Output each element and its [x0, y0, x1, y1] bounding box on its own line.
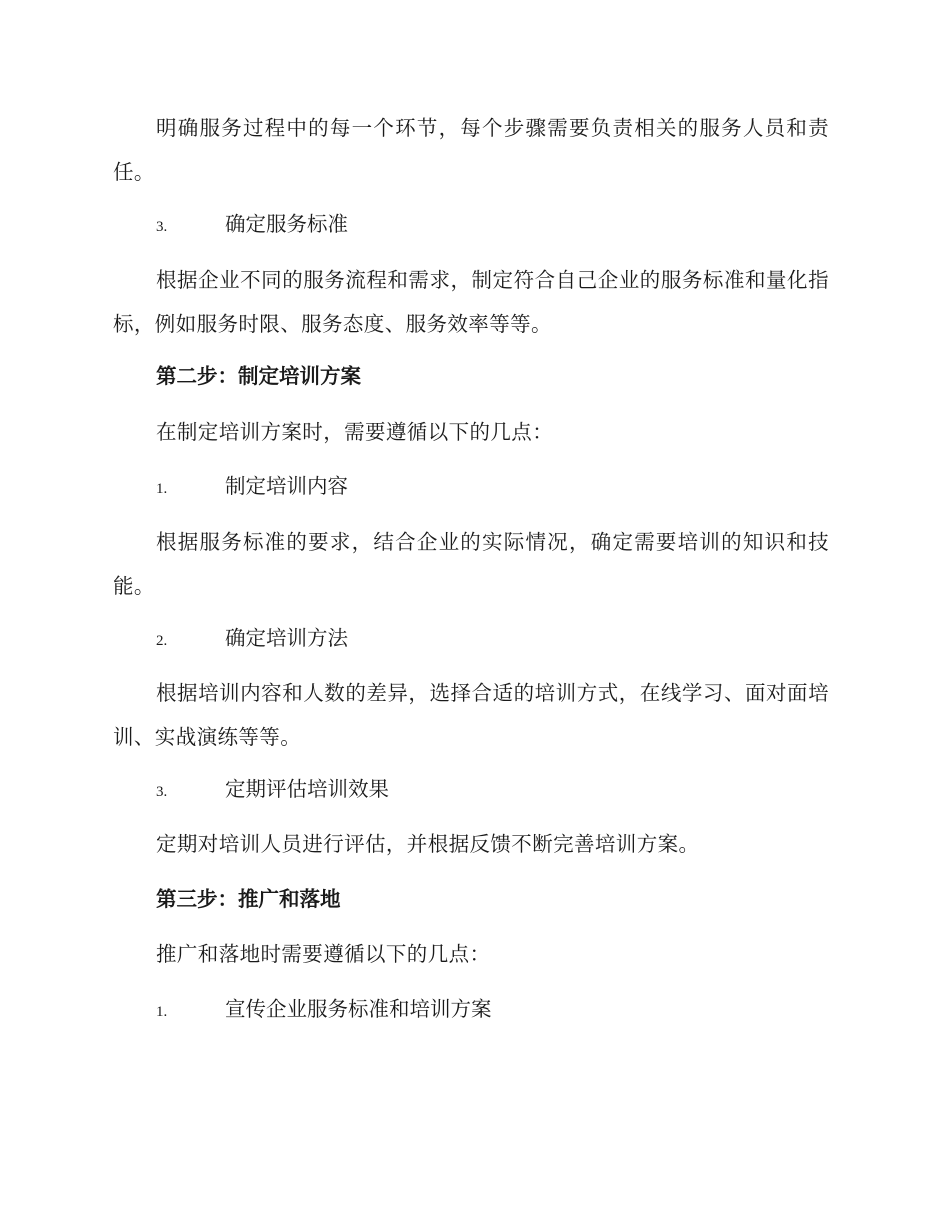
list-text: 宣传企业服务标准和培训方案	[225, 997, 492, 1021]
list-number: 3.	[156, 784, 168, 800]
paragraph-service-standard: 根据企业不同的服务流程和需求，制定符合自己企业的服务标准和量化指标，例如服务时限、服务态度、服务效率等等。	[113, 268, 829, 336]
list-number: 1.	[156, 481, 168, 497]
paragraph-training-method: 根据培训内容和人数的差异，选择合适的培训方式，在线学习、面对面培训、实战演练等等。	[113, 681, 829, 749]
list-item-training-method	[156, 616, 829, 663]
section-heading-step-three: 第三步：推广和落地	[156, 887, 341, 911]
list-text: 确定培训方法	[225, 626, 348, 650]
list-item-promotion	[156, 987, 829, 1034]
list-item-training-evaluation	[156, 767, 829, 814]
paragraph-training-evaluation: 定期对培训人员进行评估，并根据反馈不断完善培训方案。	[156, 832, 700, 856]
list-text: 制定培训内容	[225, 474, 348, 498]
list-number: 1.	[156, 1004, 168, 1020]
paragraph-service-steps: 明确服务过程中的每一个环节，每个步骤需要负责相关的服务人员和责任。	[113, 116, 829, 184]
list-text: 定期评估培训效果	[225, 777, 389, 801]
list-number: 3.	[156, 219, 168, 235]
list-item-training-content	[156, 464, 829, 511]
list-text: 确定服务标准	[225, 212, 348, 236]
paragraph-promotion-intro: 推广和落地时需要遵循以下的几点：	[156, 942, 491, 966]
section-heading-step-two: 第二步：制定培训方案	[156, 364, 361, 388]
paragraph-training-intro: 在制定培训方案时，需要遵循以下的几点：	[156, 420, 554, 444]
paragraph-training-content: 根据服务标准的要求，结合企业的实际情况，确定需要培训的知识和技能。	[113, 530, 829, 598]
list-number: 2.	[156, 633, 168, 649]
list-item-define-standard	[156, 202, 829, 249]
